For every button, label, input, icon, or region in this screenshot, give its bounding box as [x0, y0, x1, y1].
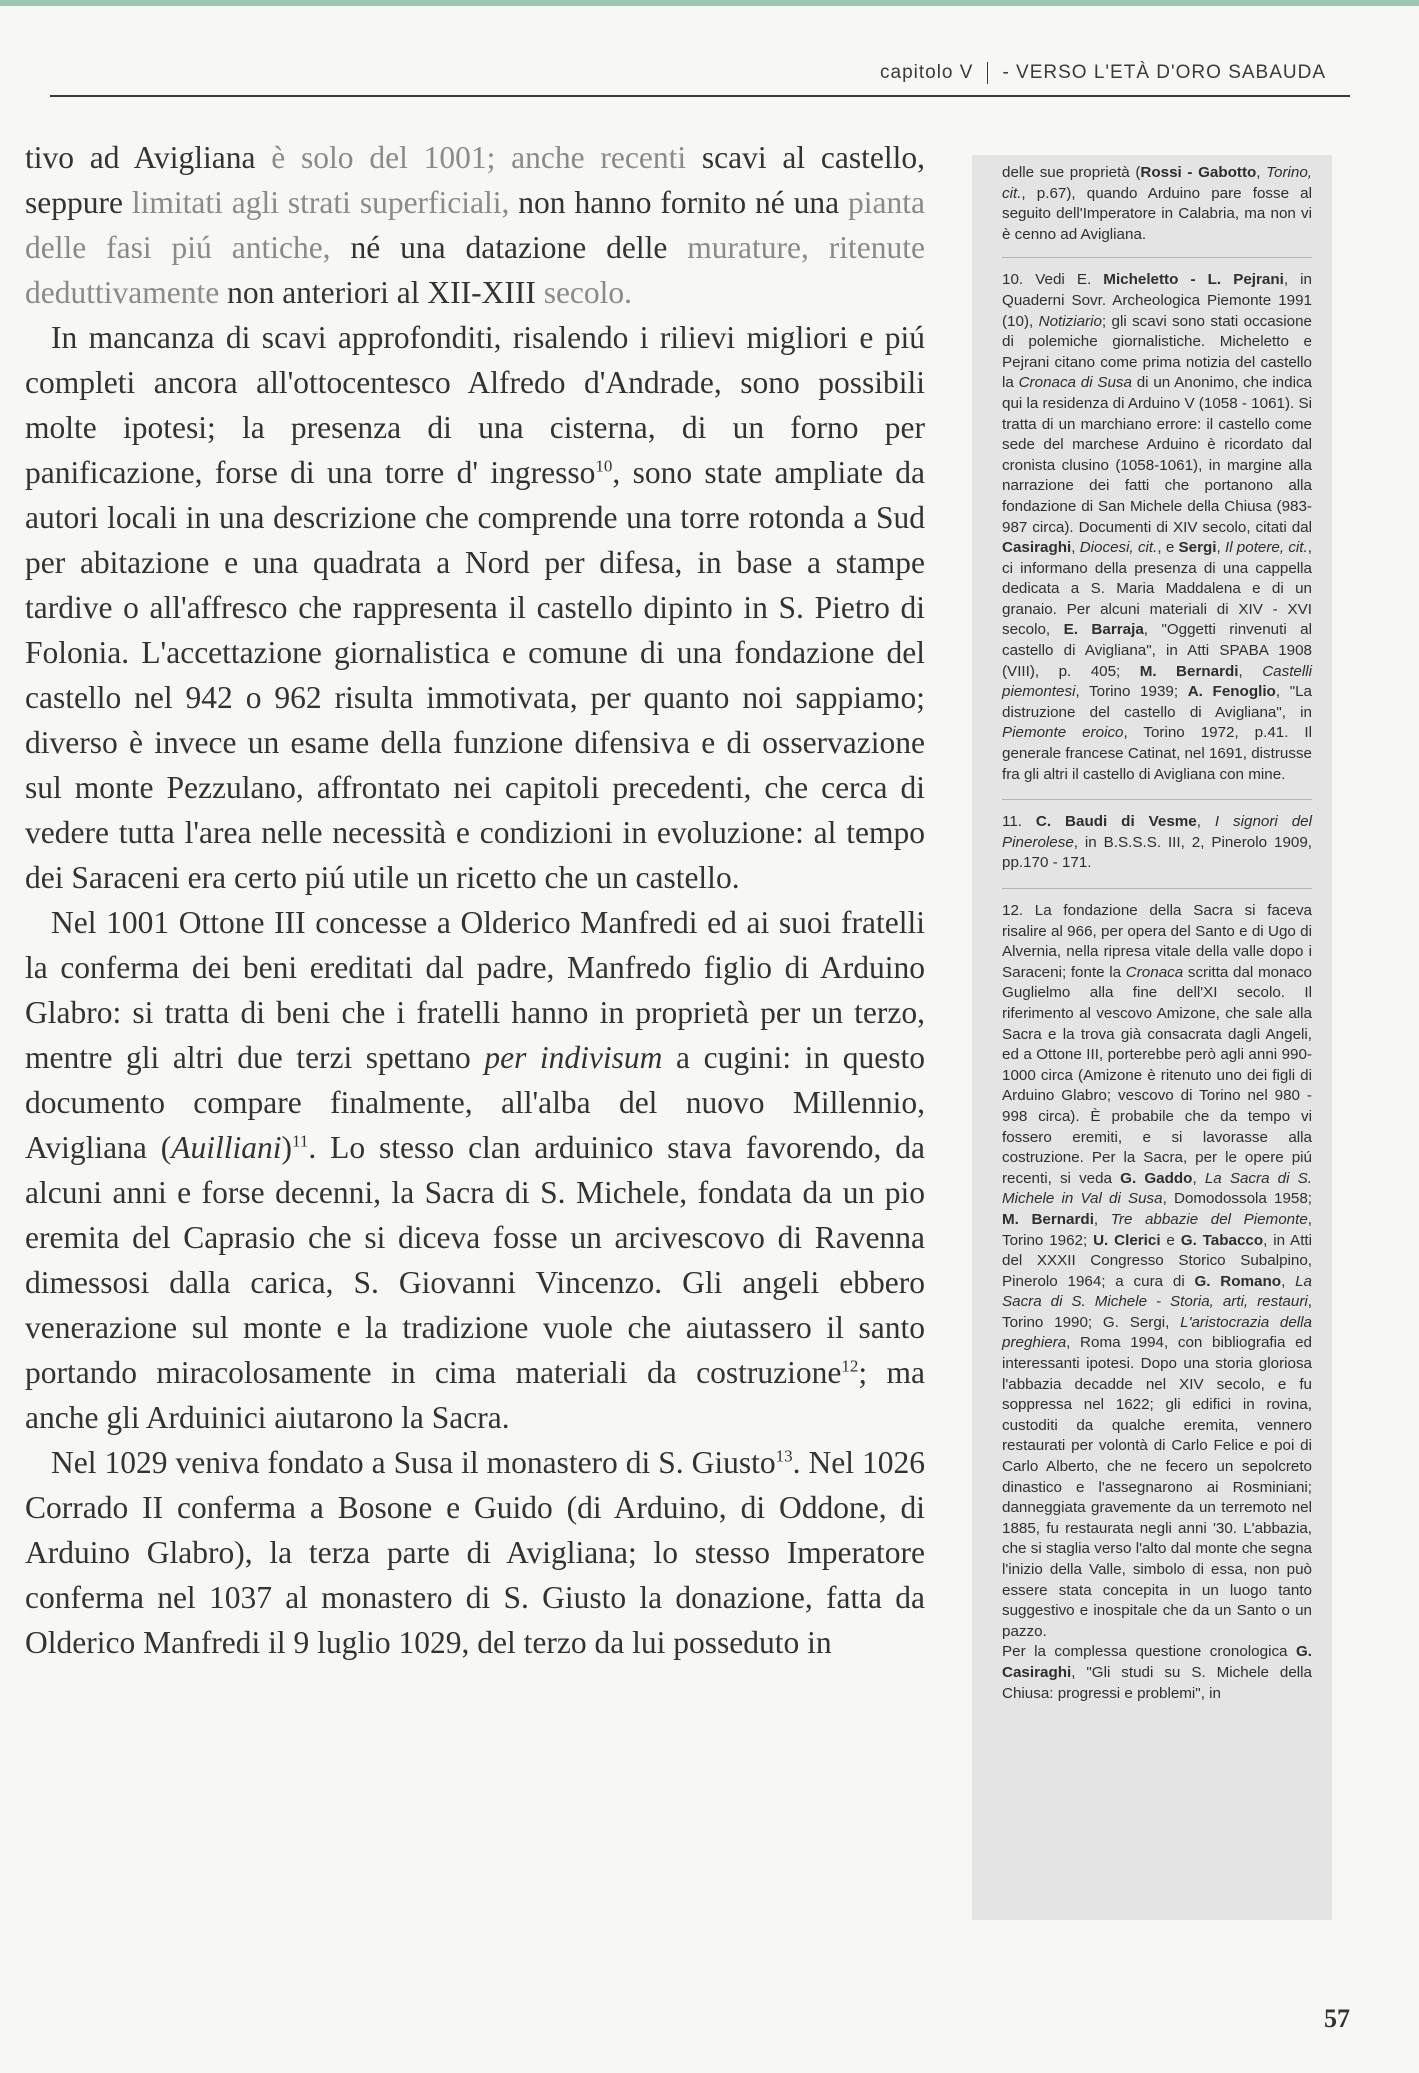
faded-text-span: pianta delle fasi piú antiche,	[25, 185, 925, 265]
note-9-continuation	[1002, 163, 1312, 245]
author-name: Sergi	[1178, 539, 1217, 557]
text-span: ,	[1093, 1210, 1111, 1228]
italic-title: Il potere, cit.	[1224, 539, 1308, 557]
italic-term: per indivisum	[484, 1040, 663, 1075]
text-span: , Torino 1962;	[1002, 1210, 1312, 1249]
paragraph-2	[25, 315, 925, 900]
faded-text-span: limitati agli strati superficiali,	[131, 185, 510, 220]
paragraph-1	[25, 135, 925, 315]
text-span: non hanno fornito né una	[509, 185, 849, 220]
running-header	[880, 62, 1350, 92]
text-span: scritta dal monaco Guglielmo alla fine dell'XI secolo. Il riferimento al vescovo Amizone, che sale alla Sacra e la trova già consacrata dagli Angeli, ed a Ottone III, porterebbe però agli anni 990-1000 circa (Amizone è ritenuto uno dei figli di Arduino Glabro; vescovo di Torino nel 980 - 998 circa). È probabile che da tempo vi fossero eremiti, e si lavorasse alla costruzione. Per la Sacra, per le opere piú recenti, si veda	[1002, 963, 1313, 1187]
header-separator	[987, 62, 988, 84]
author-name: C. Baudi di Vesme	[1035, 813, 1197, 831]
author-name: U. Clerici	[1093, 1231, 1161, 1249]
note-divider	[1002, 257, 1312, 258]
text-span: scavi al castello, seppure	[25, 140, 925, 220]
text-span: , in Atti del XXXII Congresso Storico Subalpino, Pinerolo 1964; a cura di	[1002, 1231, 1313, 1290]
page-number: 57	[1324, 2004, 1350, 2033]
text-span: , "La distruzione del castello di Avigliana", in	[1002, 683, 1312, 721]
footnote-ref-12: 12	[841, 1356, 859, 1376]
italic-title: Castelli piemontesi	[1002, 662, 1312, 701]
text-span: , Roma 1994, con bibliografia ed interessanti ipotesi. Dopo una storia gloriosa l'abbazia decadde nel XIV secolo, e fu soppressa nel 1622; gli edifici in rovina, custoditi da qualche eremita, vennero restaurati per volontà di Carlo Felice e poi di Carlo Alberto, che ne fecero un sepolcreto dinastico e l'assegnarono ai Rosminiani; danneggiata gravemente da un terremoto nel 1885, fu restaurata negli anni '30. L'abbazia, che si staglia verso l'alto dal monte che segna l'inizio della Valle, simbolo di essa, non può essere stata concepita in un luogo tanto suggestivo e inospitale che da un Santo o un pazzo.	[1002, 1334, 1312, 1640]
italic-title: Diocesi, cit.	[1079, 539, 1158, 557]
text-span: . Nel 1026 Corrado II conferma a Bosone e Guido (di Arduino, di Oddone, di Arduino Glabro), la terza parte di Avigliana; lo stesso Imperatore conferma nel 1037 al monastero di S. Giusto la donazione, fatta da Olderico Manfredi il 9 luglio 1029, del terzo da lui posseduto in	[25, 1445, 925, 1660]
italic-title: I signori del Pinerolese	[1002, 813, 1312, 851]
chapter-title: - VERSO L'ETÀ D'ORO SABAUDA	[1002, 62, 1326, 84]
faded-text-span: secolo.	[543, 275, 633, 310]
author-name: G. Casiraghi	[1002, 1643, 1312, 1681]
note-11	[1002, 812, 1312, 874]
faded-text-span: è solo del 1001; anche recenti	[271, 140, 687, 175]
author-name: Casiraghi	[1002, 539, 1072, 557]
text-span: ,	[1216, 539, 1225, 557]
main-text-column	[25, 135, 925, 1985]
text-span: , ci informano della presenza di una cappella dedicata a S. Maria Maddalena e di un granaio. Per alcuni materiali di XIV - XVI secolo,	[1002, 539, 1312, 639]
italic-title: La Sacra di S. Michele in Val di Susa	[1002, 1169, 1312, 1208]
text-span: , Torino 1990; G. Sergi,	[1002, 1293, 1312, 1331]
footnotes-sidebar	[972, 155, 1332, 1920]
text-span: , in B.S.S.S. III, 2, Pinerolo 1909, pp.170 - 171.	[1002, 833, 1312, 872]
text-span: , p.67), quando Arduino pare fosse al seguito dell'Imperatore in Calabria, ma non vi è cenno ad Avigliana.	[1002, 184, 1312, 243]
italic-term: Auilliani	[171, 1130, 282, 1165]
italic-title: Cronaca	[1125, 963, 1184, 981]
note-divider	[1002, 888, 1312, 889]
text-span: 11.	[1002, 813, 1036, 831]
note-divider	[1002, 799, 1312, 800]
italic-title: Tre abbazie del Piemonte	[1110, 1210, 1308, 1228]
author-name: G. Romano	[1194, 1272, 1282, 1290]
text-span: a cugini: in questo documento compare finalmente, all'alba del nuovo Millennio, Avigliana (	[25, 1040, 925, 1165]
author-name: A. Fenoglio	[1187, 683, 1276, 701]
author-name: G. Tabacco	[1180, 1231, 1264, 1249]
italic-title: Notiziario	[1038, 312, 1102, 330]
text-span: , in Quaderni Sovr. Archeologica Piemonte 1991 (10),	[1002, 271, 1313, 330]
note-10	[1002, 270, 1312, 785]
italic-title: L'aristocrazia della preghiera	[1002, 1313, 1312, 1352]
text-span: , e	[1157, 539, 1179, 557]
text-span: ,	[1192, 1169, 1205, 1187]
text-span: , Torino 1939;	[1075, 683, 1188, 701]
note-12	[1002, 901, 1312, 1704]
text-span: 12. La fondazione della Sacra si faceva risalire al 966, per opera del Santo e di Ugo di Alvernia, nella ripresa vitale della valle dopo i Saraceni; fonte la	[1002, 902, 1312, 981]
text-span: di un Anonimo, che indica qui la residenza di Arduino V (1058 - 1061). Si tratta di un marchiano errore: il castello come sede del marchese Arduino è ricordato dal cronista clusino (1058-1061), in margine alla narrazione dei fatti che portanono alla fondazione di San Michele della Chiusa (983-987 circa). Documenti di XIV secolo, citati dal	[1002, 374, 1312, 536]
text-span: 10. Vedi E.	[1002, 271, 1104, 289]
text-span: Nel 1001 Ottone III concesse a Olderico Manfredi ed ai suoi fratelli la conferma dei beni ereditati dal padre, Manfredo figlio di Arduino Glabro: si tratta di beni che i fratelli hanno in proprietà per un terzo, mentre gli altri due terzi spettano	[25, 905, 925, 1075]
footnote-ref-13: 13	[775, 1446, 793, 1466]
author-name: M. Bernardi	[1139, 662, 1239, 680]
text-span: . Lo stesso clan arduinico stava favorendo, da alcuni anni e forse decenni, la Sacra di S. Michele, fondata da un pio eremita del Caprasio che si diceva fosse un arcivescovo di Ravenna dimessosi dalla carica, S. Giovanni Vincenzo. Gli angeli ebbero venerazione sul monte e la tradizione vuole che aiutassero il santo portando miracolosamente in cima materiali da costruzione	[25, 1130, 925, 1390]
text-span: , sono state ampliate da autori locali in una descrizione che comprende una torre rotonda a Sud per abitazione e una quadrata a Nord per difesa, in base a stampe tardive o all'affresco che rappresenta il castello dipinto in S. Pietro di Folonia. L'accettazione giornalistica e comune di una fondazione del castello nel 942 o 962 risulta immotivata, per quanto noi sappiamo; diverso è invece un esame della funzione difensiva e di osservazione sul monte Pezzulano, affrontato nei capitoli precedenti, che cerca di vedere tutta l'area nelle necessità e condizioni in evoluzione: al tempo dei Saraceni era certo piú utile un ricetto che un castello.	[25, 455, 925, 895]
author-name: G. Gaddo	[1120, 1169, 1193, 1187]
text-span: ; gli scavi sono stati occasione di polemiche giornalistiche. Micheletto e Pejrani citano come prima notizia del castello la	[1002, 312, 1312, 392]
footnote-ref-11: 11	[291, 1131, 309, 1151]
author-name: Rossi - Gabotto	[1140, 164, 1257, 181]
text-span: ,	[1256, 164, 1267, 181]
text-span: delle sue proprietà (	[1002, 164, 1141, 181]
author-name: M. Bernardi	[1002, 1210, 1094, 1228]
footnote-ref-10: 10	[595, 456, 613, 476]
text-span: Per la complessa questione cronologica	[1002, 1643, 1296, 1661]
text-span: , "Oggetti rinvenuti al castello di Avigliana", in Atti SPABA 1908 (VIII), p. 405;	[1002, 621, 1312, 680]
author-name: Micheletto - L. Pejrani	[1103, 271, 1284, 289]
text-span: né una datazione delle	[330, 230, 688, 265]
text-span: non anteriori al XII-XIII	[219, 275, 544, 310]
text-span: e	[1160, 1231, 1181, 1249]
text-span: , Domodossola 1958;	[1162, 1190, 1313, 1208]
faded-text-span: murature, ritenute deduttivamente	[25, 230, 925, 310]
text-span: ,	[1238, 662, 1263, 680]
italic-title: Torino, cit.	[1002, 164, 1312, 202]
text-span: ,	[1281, 1272, 1296, 1290]
paragraph-3	[25, 900, 925, 1440]
chapter-label: capitolo V	[880, 62, 974, 84]
text-span: , Torino 1972, p.41. Il generale francese Catinat, nel 1691, distrusse fra gli altri il castello di Avigliana con mine.	[1002, 724, 1312, 783]
text-span: tivo ad Avigliana	[25, 140, 272, 175]
page-top-edge	[0, 0, 1419, 6]
paragraph-4	[25, 1440, 925, 1665]
author-name: E. Barraja	[1063, 621, 1144, 639]
text-span: In mancanza di scavi approfonditi, risalendo i rilievi migliori e piú completi ancora all'ottocentesco Alfredo d'Andrade, sono possibili molte ipotesi; la presenza di una cisterna, di un forno per panificazione, forse di una torre d' ingresso	[25, 320, 925, 490]
header-rule	[50, 95, 1350, 97]
italic-title: La Sacra di S. Michele - Storia, arti, restauri	[1002, 1272, 1312, 1311]
text-span: ,	[1196, 813, 1215, 831]
italic-title: Cronaca di Susa	[1018, 374, 1132, 392]
text-span: , "Gli studi su S. Michele della Chiusa: progressi e problemi", in	[1002, 1663, 1312, 1702]
italic-title: Piemonte eroico	[1002, 724, 1124, 742]
text-span: )	[281, 1130, 292, 1165]
text-span: ,	[1071, 539, 1080, 557]
text-span: Nel 1029 veniva fondato a Susa il monastero di S. Giusto	[51, 1445, 776, 1480]
text-span: ; ma anche gli Arduinici aiutarono la Sacra.	[25, 1355, 925, 1435]
